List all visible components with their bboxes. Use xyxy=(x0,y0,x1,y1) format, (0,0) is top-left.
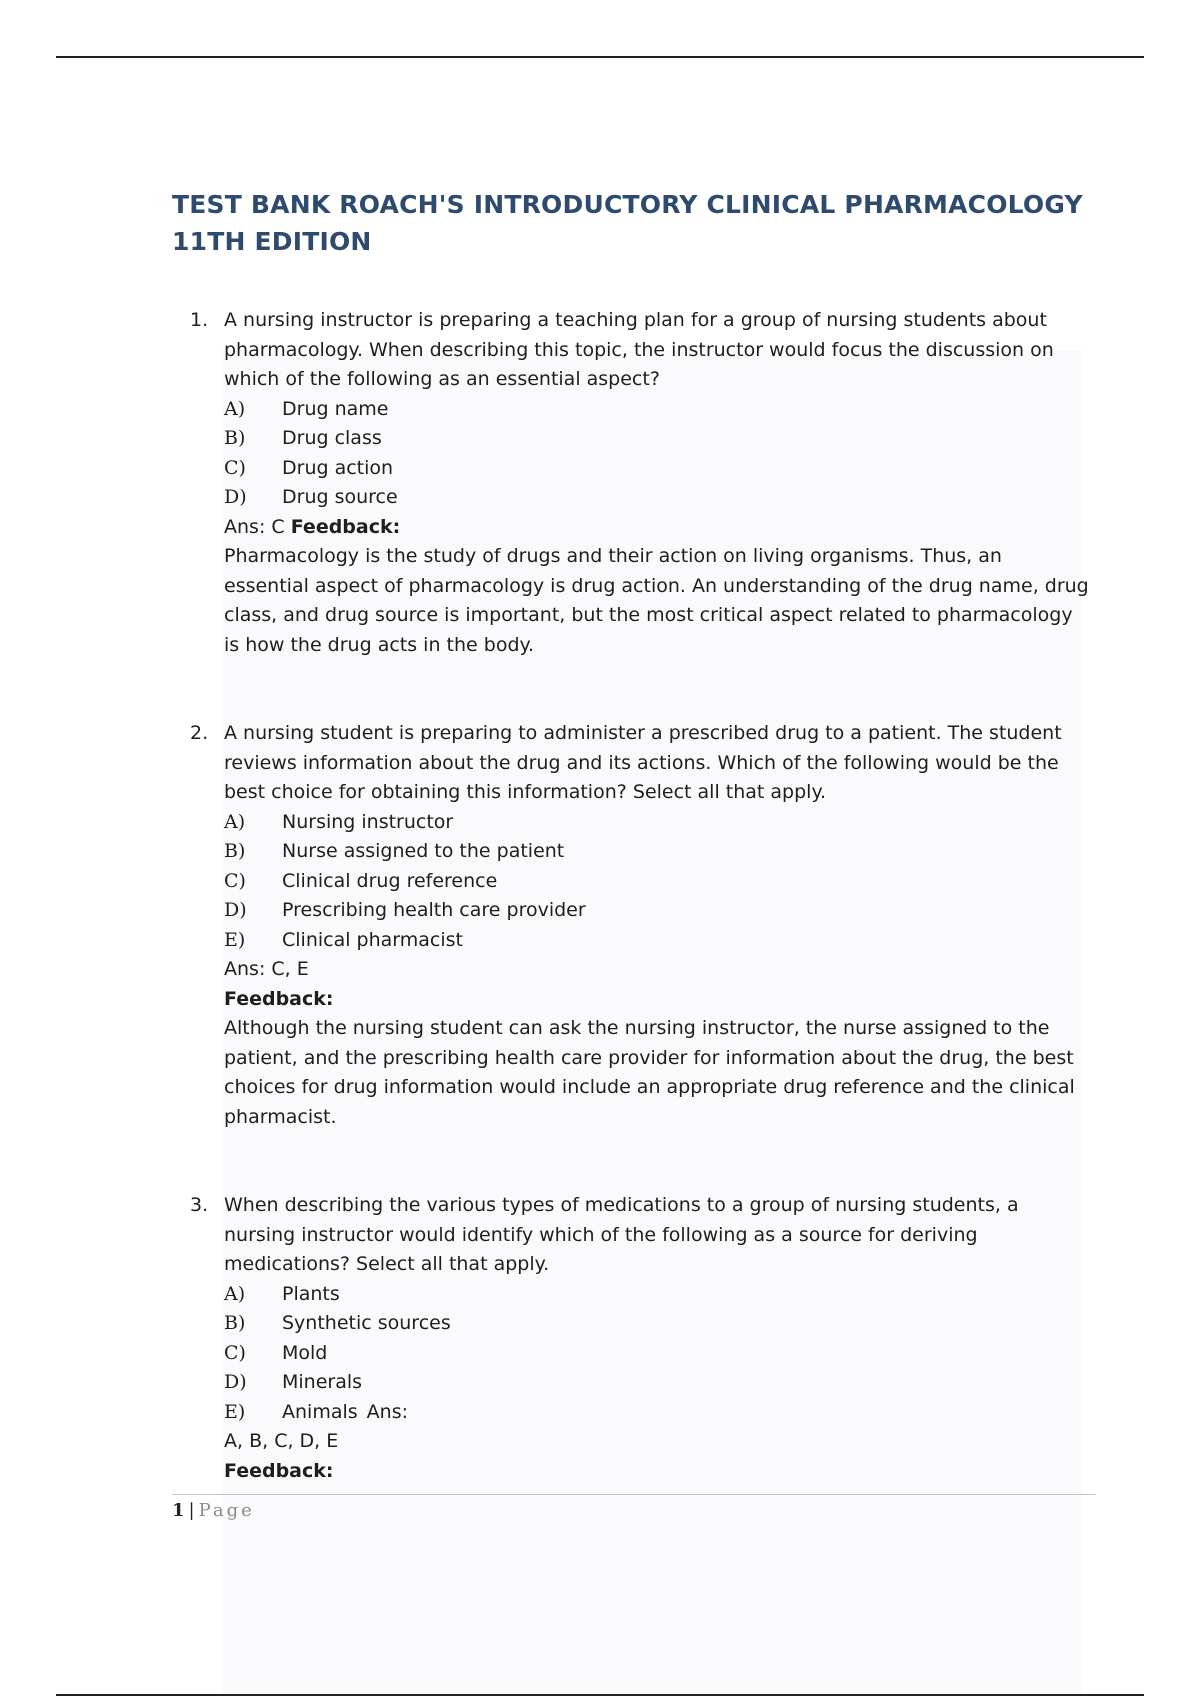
option-letter: C) xyxy=(224,456,246,479)
option-text: Drug source xyxy=(282,486,398,508)
feedback-label: Feedback: xyxy=(290,515,401,538)
feedback-text: Pharmacology is the study of drugs and their action on living organisms. Thus, an essential aspect of pharmacology is drug action. An understanding of the drug name, drug class, and drug source is important, but the most critical aspect related to pharmacology is how the drug acts in the body. xyxy=(224,545,1089,656)
answer-label: Ans: xyxy=(224,958,266,980)
header-rule xyxy=(56,56,1144,58)
question-2 xyxy=(190,719,1090,1132)
footer-separator: | xyxy=(188,1500,195,1521)
option-b xyxy=(224,424,1090,454)
option-letter: A) xyxy=(224,397,246,420)
option-letter: A) xyxy=(224,810,246,833)
answer-value: A, B, C, D, E xyxy=(224,1430,339,1452)
option-text: Drug name xyxy=(282,397,389,420)
question-number: 1. xyxy=(190,309,209,331)
option-text: Nursing instructor xyxy=(282,810,454,833)
option-text: Minerals xyxy=(282,1371,363,1393)
option-letter: D) xyxy=(224,1371,247,1393)
option-d xyxy=(224,896,1090,926)
answer-value: C, E xyxy=(271,958,309,980)
option-letter: C) xyxy=(224,869,246,892)
page-number: 1 xyxy=(172,1500,185,1521)
bottom-rule xyxy=(56,1694,1144,1696)
option-letter: B) xyxy=(224,1312,246,1334)
option-letter: D) xyxy=(224,486,247,508)
answer-value: C xyxy=(271,515,285,538)
option-c xyxy=(224,454,1090,484)
option-text: Nurse assigned to the patient xyxy=(282,840,565,862)
question-3 xyxy=(190,1191,1090,1486)
option-text: Clinical pharmacist xyxy=(282,928,464,951)
option-letter: C) xyxy=(224,1341,246,1364)
question-text: A nursing student is preparing to administer a prescribed drug to a patient. The student reviews information about the drug and its actions. Which of the following would be the best choice for obtaining this information? Select all that apply. xyxy=(224,722,1062,803)
option-c xyxy=(224,1339,1090,1369)
question-text: A nursing instructor is preparing a teaching plan for a group of nursing students about pharmacology. When describing this topic, the instructor would focus the discussion on which of the following as an essential aspect? xyxy=(224,309,1054,390)
feedback-text: Although the nursing student can ask the nursing instructor, the nurse assigned to the patient, and the prescribing health care provider for information about the drug, the best choices for drug information would include an appropriate drug reference and the clinical pharmacist. xyxy=(224,1017,1075,1128)
option-d xyxy=(224,1368,1090,1398)
question-number: 3. xyxy=(190,1194,209,1216)
question-text: When describing the various types of medications to a group of nursing students, a nursing instructor would identify which of the following as a source for deriving medications? Select all that apply. xyxy=(224,1194,1019,1275)
option-text: Mold xyxy=(282,1341,328,1364)
option-e xyxy=(224,926,1090,956)
option-letter: E) xyxy=(224,1400,246,1423)
option-text: Clinical drug reference xyxy=(282,869,498,892)
option-c xyxy=(224,867,1090,897)
answer-label: Ans: xyxy=(224,515,266,538)
question-1 xyxy=(190,306,1090,660)
option-letter: A) xyxy=(224,1282,246,1305)
feedback-label: Feedback: xyxy=(224,987,334,1010)
option-text: Synthetic sources xyxy=(282,1312,451,1334)
option-letter: B) xyxy=(224,427,246,449)
option-text: Plants xyxy=(282,1282,340,1305)
option-a xyxy=(224,1280,1090,1310)
answer-line xyxy=(224,955,1090,985)
option-b xyxy=(224,1309,1090,1339)
page-footer xyxy=(172,1500,255,1521)
option-text: Animals xyxy=(282,1400,358,1423)
document-title: TEST BANK ROACH'S INTRODUCTORY CLINICAL PHARMACOLOGY 11TH EDITION xyxy=(172,190,1083,256)
answer-line xyxy=(224,513,1090,543)
option-e xyxy=(224,1398,1090,1428)
page-label: Page xyxy=(198,1500,255,1521)
option-text: Drug class xyxy=(282,427,382,449)
question-number: 2. xyxy=(190,722,209,744)
option-letter: D) xyxy=(224,899,247,921)
answer-label: Ans: xyxy=(366,1400,408,1423)
option-a xyxy=(224,395,1090,425)
option-text: Prescribing health care provider xyxy=(282,899,586,921)
option-d xyxy=(224,483,1090,513)
option-a xyxy=(224,808,1090,838)
option-letter: E) xyxy=(224,928,246,951)
question-list xyxy=(190,306,1090,1486)
option-letter: B) xyxy=(224,840,246,862)
option-b xyxy=(224,837,1090,867)
footer-rule xyxy=(172,1494,1096,1495)
option-text: Drug action xyxy=(282,456,394,479)
feedback-label: Feedback: xyxy=(224,1459,334,1482)
